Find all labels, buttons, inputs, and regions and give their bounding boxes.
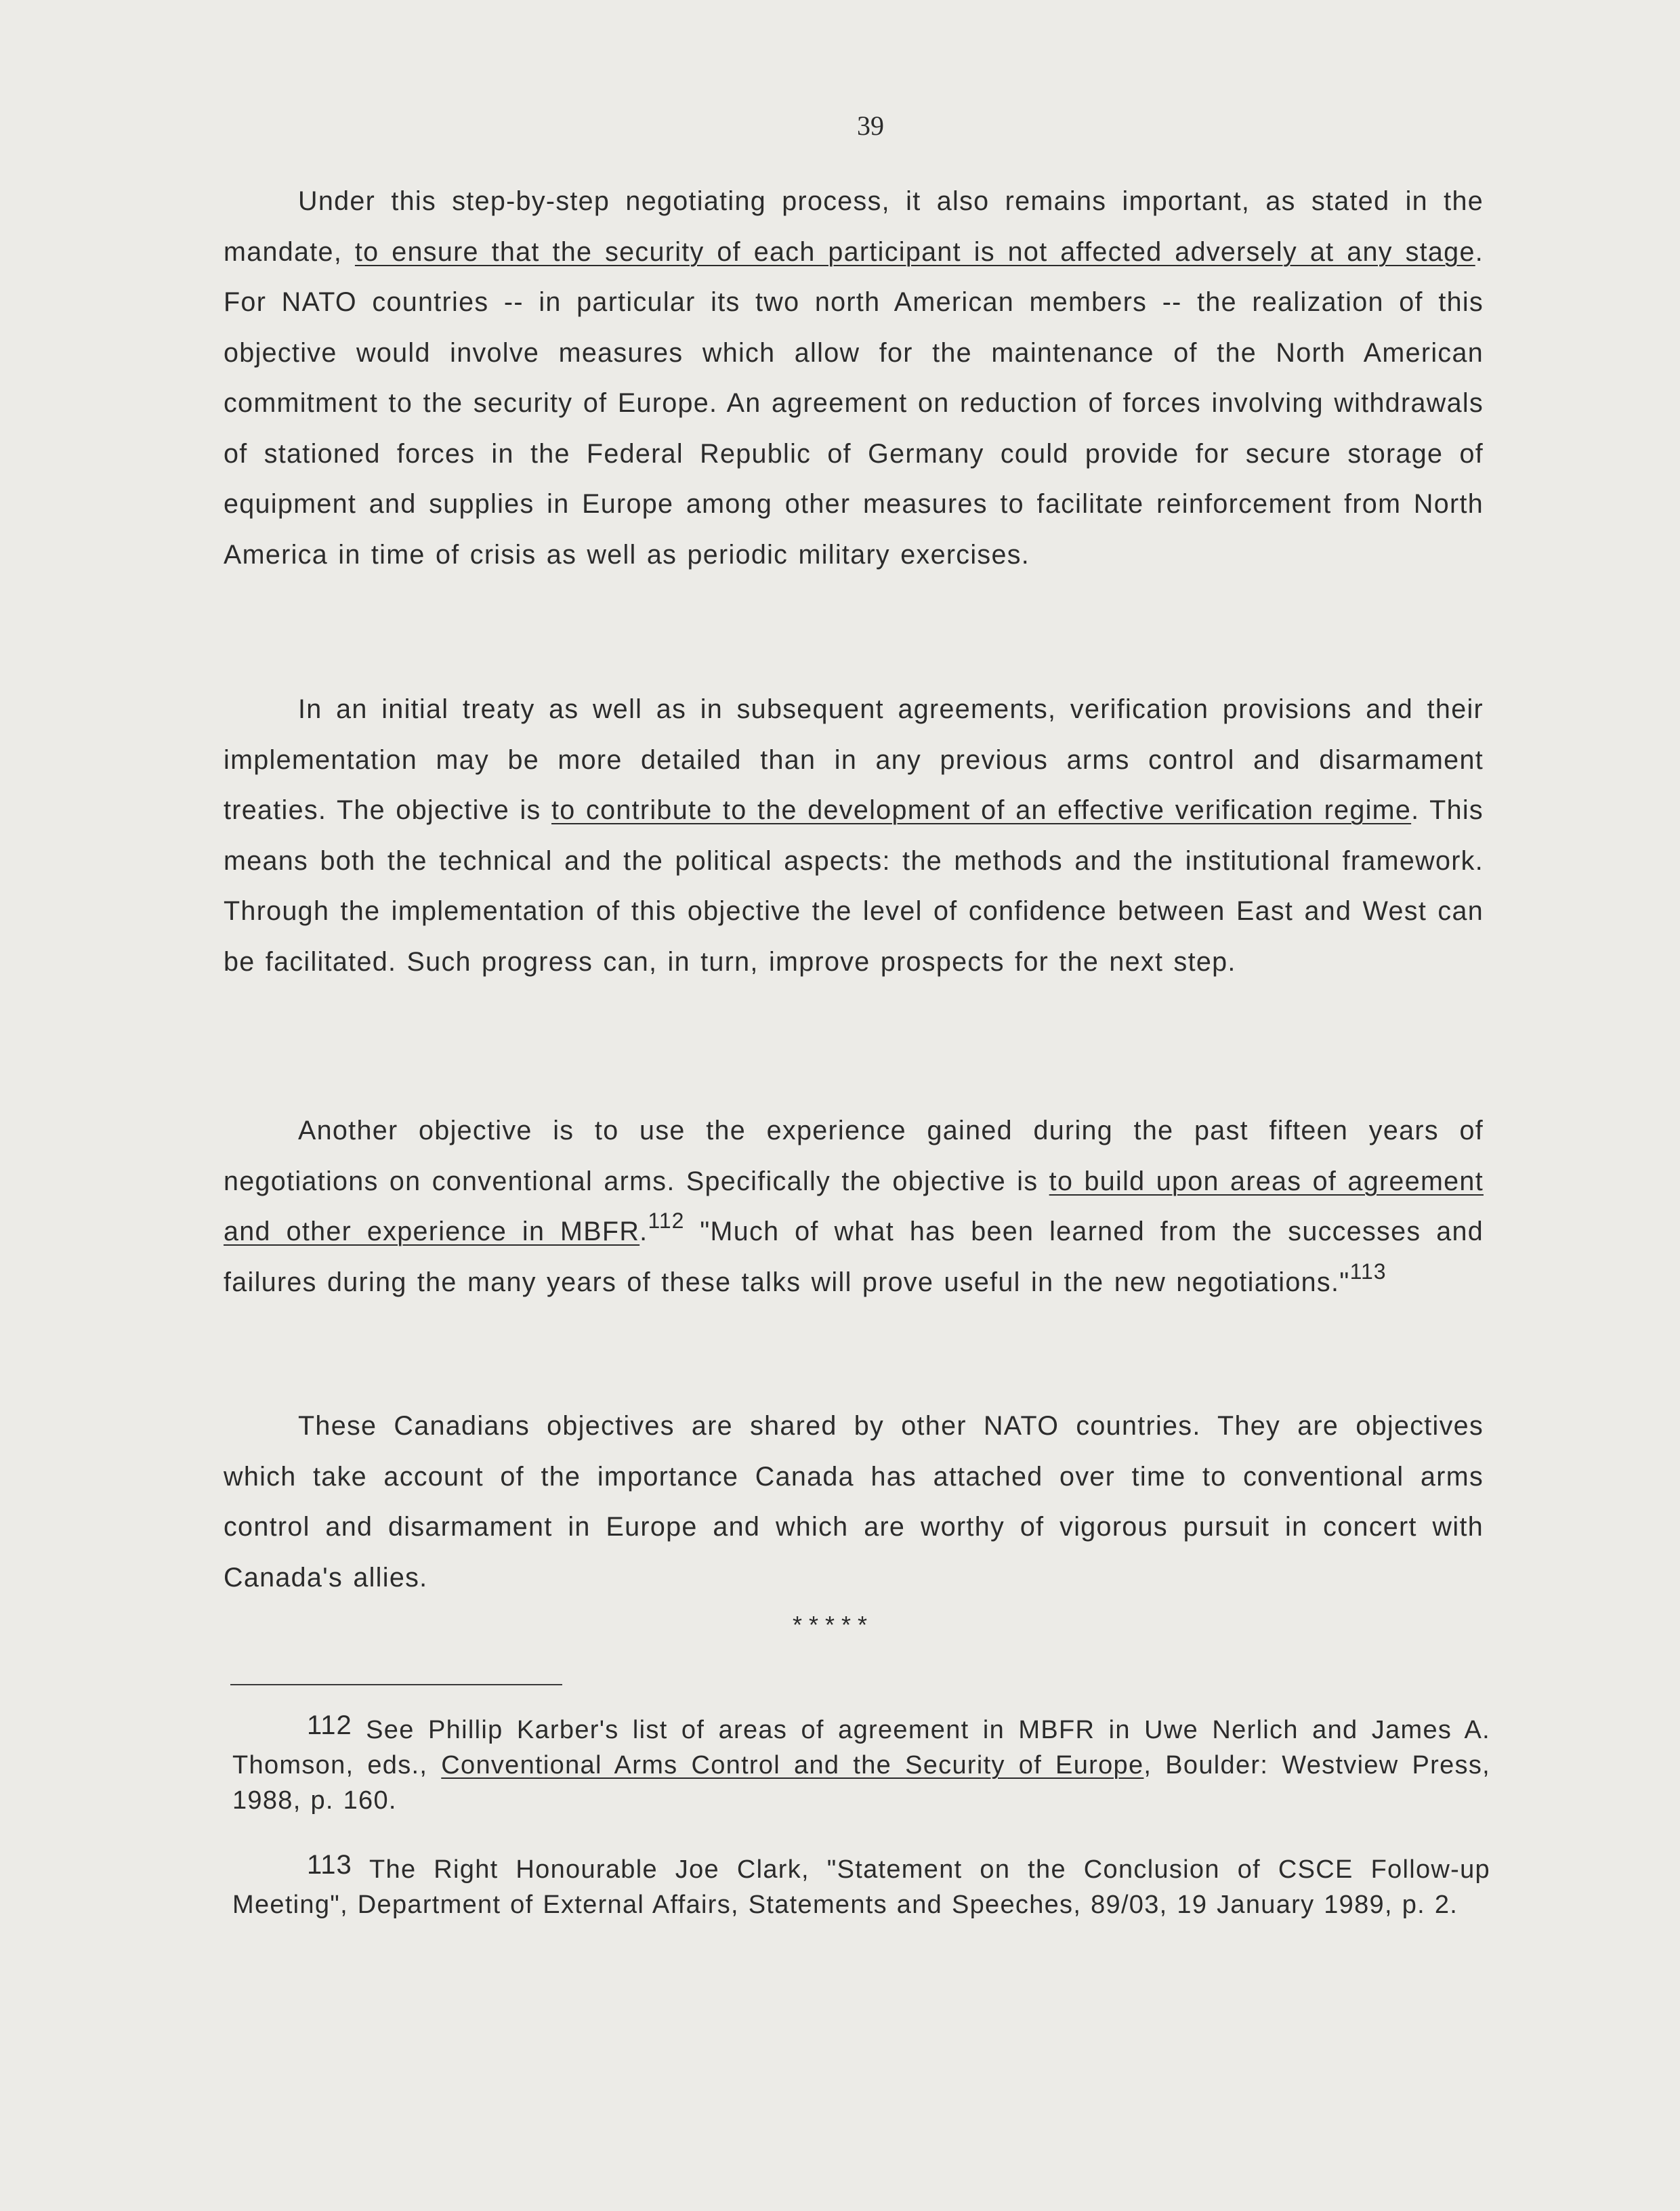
footnote-reference-113: 113 xyxy=(1349,1259,1387,1284)
footnote-number: 112 xyxy=(307,1710,352,1740)
footnote-text: The Right Honourable Joe Clark, "Statement on the Conclusion of CSCE Follow-up Meeting", Department of External Affairs, Statements and Speeches, 89/03, 19 January 1989, p. 2. xyxy=(232,1855,1490,1919)
footnote-text: See Phillip Karber's list of areas of agreement in MBFR in Uwe Nerlich and James A. Thomson, eds., xyxy=(232,1716,1490,1780)
underlined-objective: to contribute to the development of an effective verification regime xyxy=(551,795,1412,825)
paragraph-text: . This means both the technical and the political aspects: the methods and the institutional framework. Through the implementation of this objective the level of confidence between East and West can be facilitated. Such progress can, in turn, improve prospects for the next step. xyxy=(224,795,1484,977)
footnote-reference-112: 112 xyxy=(648,1208,685,1233)
paragraph-text: . For NATO countries -- in particular its two north American members -- the realization of this objective would involve measures which allow for the maintenance of the North American commitment to the security of Europe. An agreement on reduction of forces involving withdrawals of stationed forces in the Federal Republic of Germany could provide for secure storage of equipment and supplies in Europe among other measures to facilitate reinforcement from North America in time of crisis as well as periodic military exercises. xyxy=(224,236,1484,570)
paragraph-canadian-objectives xyxy=(224,1401,1484,1603)
paragraph-text: . xyxy=(639,1217,648,1246)
paragraph-text: Under this step-by-step negotiating process, it also remains important, as stated in the mandate, xyxy=(224,186,1484,267)
paragraph-text: Another objective is to use the experience gained during the past fifteen years of negotiations on conventional arms. Specifically the objective is xyxy=(224,1116,1484,1196)
footnote-113 xyxy=(232,1852,1490,1922)
footnote-number: 113 xyxy=(307,1850,352,1880)
paragraph-text: These Canadians objectives are shared by other NATO countries. They are objectives which take account of the importance Canada has attached over time to conventional arms control and disarmament in Europe and which are worthy of vigorous pursuit in concert with Canada's allies. xyxy=(224,1411,1484,1593)
underlined-objective: to ensure that the security of each participant is not affected adversely at any stage xyxy=(354,236,1475,267)
paragraph-text: "Much of what has been learned from the successes and failures during the many years of these talks will prove useful in the new negotiations." xyxy=(224,1217,1484,1297)
paragraph-mbfr-experience xyxy=(224,1106,1484,1307)
underlined-objective: to build upon areas of agreement and other experience in MBFR xyxy=(224,1166,1484,1246)
page-number: 39 xyxy=(857,110,884,141)
footnote-text: , Boulder: Westview Press, 1988, p. 160. xyxy=(232,1751,1490,1815)
section-separator: ***** xyxy=(793,1611,875,1639)
footnote-112 xyxy=(232,1712,1490,1818)
paragraph-text: In an initial treaty as well as in subsequent agreements, verification provisions and their implementation may be more detailed than in any previous arms control and disarmament treaties. The objective is xyxy=(224,694,1484,825)
footnote-divider xyxy=(230,1684,562,1685)
paragraph-verification xyxy=(224,684,1484,987)
book-title: Conventional Arms Control and the Security of Europe xyxy=(441,1751,1144,1780)
paragraph-security-of-participants xyxy=(224,176,1484,580)
